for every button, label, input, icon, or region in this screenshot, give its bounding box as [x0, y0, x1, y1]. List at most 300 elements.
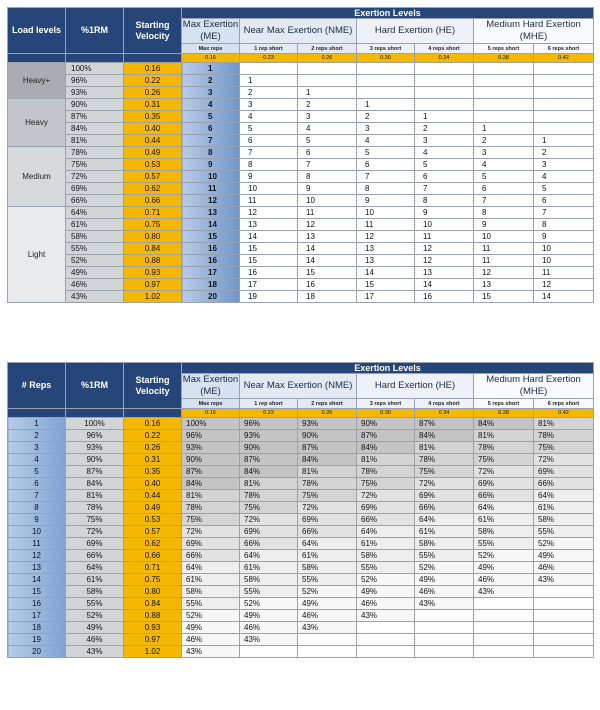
velocity-cell: 0.22	[124, 75, 182, 87]
table-row	[8, 454, 594, 466]
table-row	[8, 123, 594, 135]
reps-cell: 15	[357, 279, 415, 291]
velocity-cell: 0.44	[124, 490, 182, 502]
percent-cell	[474, 598, 534, 610]
max-reps-cell: 16	[182, 255, 240, 267]
reps-cell: 3	[534, 159, 594, 171]
velocity-cell: 0.57	[124, 171, 182, 183]
reps-header: # Reps	[8, 363, 66, 409]
percent-cell	[298, 646, 357, 658]
column-velocity: 0.26	[298, 409, 357, 418]
percent-cell: 64%	[298, 538, 357, 550]
max-reps-cell: 20	[182, 291, 240, 303]
reps-cell: 10	[240, 183, 298, 195]
reps-cell: 15	[8, 586, 66, 598]
velocity-cell: 0.53	[124, 514, 182, 526]
percent-cell: 43%	[240, 634, 298, 646]
reps-cell: 7	[240, 147, 298, 159]
reps-cell: 20	[8, 646, 66, 658]
percent-cell: 55%	[357, 562, 415, 574]
percent-cell: 93%	[240, 430, 298, 442]
reps-cell: 15	[240, 243, 298, 255]
percent-cell: 64%	[474, 502, 534, 514]
percent-cell: 87%	[182, 466, 240, 478]
reps-cell: 15	[474, 291, 534, 303]
velocity-cell: 0.66	[124, 550, 182, 562]
max-reps-cell: 4	[182, 99, 240, 111]
reps-cell: 8	[357, 183, 415, 195]
percent-cell: 84%	[415, 430, 474, 442]
column-velocity: 0.34	[415, 409, 474, 418]
percent-cell: 61%	[415, 526, 474, 538]
starting-velocity-header-2: Starting Velocity	[124, 363, 182, 409]
percent-cell: 78%	[534, 430, 594, 442]
velocity-cell: 0.75	[124, 219, 182, 231]
reps-cell: 3	[357, 123, 415, 135]
percent-cell: 52%	[415, 562, 474, 574]
table-row	[8, 219, 594, 231]
reps-cell: 9	[357, 195, 415, 207]
velocity-cell: 0.35	[124, 466, 182, 478]
reps-cell: 4	[474, 159, 534, 171]
medium-hard-exertion-header: Medium Hard Exertion (MHE)	[474, 19, 594, 44]
velocity-cell: 0.22	[124, 430, 182, 442]
max-reps-cell: 17	[182, 267, 240, 279]
reps-cell: 10	[8, 526, 66, 538]
percent-1rm-cell: 87%	[66, 111, 124, 123]
velocity-cell: 0.31	[124, 454, 182, 466]
percent-cell	[240, 646, 298, 658]
reps-cell: 14	[8, 574, 66, 586]
percent-cell: 75%	[298, 490, 357, 502]
reps-cell: 12	[8, 550, 66, 562]
reps-cell: 7	[357, 171, 415, 183]
velocity-cell: 0.49	[124, 147, 182, 159]
velocity-cell: 0.80	[124, 586, 182, 598]
percent-cell: 69%	[415, 490, 474, 502]
percent-cell: 58%	[415, 538, 474, 550]
percent-cell: 46%	[298, 610, 357, 622]
reps-cell: 9	[240, 171, 298, 183]
reps-cell: 1	[8, 418, 66, 430]
table-row	[8, 622, 594, 634]
starting-velocity-header: Starting Velocity	[124, 8, 182, 54]
percent-cell: 69%	[357, 502, 415, 514]
reps-cell: 8	[415, 195, 474, 207]
percent-1rm-cell: 55%	[66, 598, 124, 610]
percent-1rm-cell: 64%	[66, 562, 124, 574]
percent-1rm-cell: 84%	[66, 478, 124, 490]
reps-cell: 3	[415, 135, 474, 147]
max-reps-cell: 16	[182, 243, 240, 255]
percent-cell: 52%	[240, 598, 298, 610]
hard-exertion-header-2: Hard Exertion (HE)	[357, 374, 474, 399]
percent-cell: 43%	[298, 622, 357, 634]
velocity-row-spacer	[124, 54, 182, 63]
percent-1rm-cell: 46%	[66, 279, 124, 291]
reps-cell: 4	[415, 147, 474, 159]
reps-cell: 12	[415, 243, 474, 255]
reps-cell: 2	[240, 87, 298, 99]
percent-cell: 64%	[415, 514, 474, 526]
percent-cell: 52%	[298, 586, 357, 598]
exertion-levels-band-2: Exertion Levels	[182, 363, 594, 374]
table-row	[8, 111, 594, 123]
percent-cell: 84%	[240, 466, 298, 478]
percent-cell: 75%	[357, 478, 415, 490]
percent-cell: 75%	[240, 502, 298, 514]
percent-cell: 84%	[357, 442, 415, 454]
percent-cell	[415, 634, 474, 646]
reps-cell: 1	[474, 123, 534, 135]
percent-cell: 49%	[298, 598, 357, 610]
table-row	[8, 418, 594, 430]
table-row	[8, 87, 594, 99]
percent-cell: 75%	[415, 466, 474, 478]
hard-exertion-header: Hard Exertion (HE)	[357, 19, 474, 44]
percent-cell: 81%	[298, 466, 357, 478]
reps-cell	[474, 99, 534, 111]
percent-cell: 61%	[357, 538, 415, 550]
percent-cell: 78%	[240, 490, 298, 502]
percent-cell: 49%	[474, 562, 534, 574]
reps-cell: 7	[8, 490, 66, 502]
percent-cell: 66%	[182, 550, 240, 562]
velocity-cell: 0.57	[124, 526, 182, 538]
reps-cell: 16	[415, 291, 474, 303]
table-row	[8, 430, 594, 442]
percent-1rm-cell: 61%	[66, 574, 124, 586]
percent-cell: 46%	[534, 562, 594, 574]
velocity-cell: 0.80	[124, 231, 182, 243]
reps-cell: 15	[298, 267, 357, 279]
percent-cell: 64%	[182, 562, 240, 574]
percent-cell: 81%	[534, 418, 594, 430]
reps-cell: 4	[357, 135, 415, 147]
table-row	[8, 586, 594, 598]
reps-cell	[415, 63, 474, 75]
max-exertion-header: Max Exertion (ME)	[182, 19, 239, 42]
table-row	[8, 562, 594, 574]
column-velocity: 0.38	[474, 409, 534, 418]
reps-cell: 5	[534, 183, 594, 195]
percent-cell: 66%	[534, 478, 594, 490]
percent-cell: 61%	[240, 562, 298, 574]
percent-cell: 43%	[182, 646, 240, 658]
reps-cell: 5	[415, 159, 474, 171]
table-row	[8, 634, 594, 646]
velocity-cell: 0.66	[124, 195, 182, 207]
percent-1rm-cell: 58%	[66, 231, 124, 243]
percent-cell: 49%	[240, 610, 298, 622]
reps-cell: 5	[8, 466, 66, 478]
max-reps-cell: 1	[182, 63, 240, 75]
velocity-cell: 0.16	[124, 63, 182, 75]
load-levels-header: Load levels	[8, 8, 66, 54]
percent-1rm-cell: 93%	[66, 442, 124, 454]
table-row	[8, 195, 594, 207]
reps-cell: 11	[415, 231, 474, 243]
percent-cell: 49%	[415, 574, 474, 586]
percent-cell: 58%	[240, 574, 298, 586]
percent-1rm-cell: 87%	[66, 466, 124, 478]
percent-cell: 84%	[182, 478, 240, 490]
reps-cell	[534, 123, 594, 135]
table-row	[8, 514, 594, 526]
reps-cell	[474, 63, 534, 75]
percent-cell: 78%	[415, 454, 474, 466]
reps-cell: 6	[8, 478, 66, 490]
reps-cell	[534, 99, 594, 111]
reps-cell: 12	[240, 207, 298, 219]
reps-cell: 9	[298, 183, 357, 195]
reps-cell	[357, 63, 415, 75]
column-velocity: 0.38	[474, 54, 534, 63]
reps-cell: 11	[298, 207, 357, 219]
velocity-cell: 0.84	[124, 598, 182, 610]
percent-cell: 55%	[474, 538, 534, 550]
reps-cell: 2	[8, 430, 66, 442]
percent-1rm-cell: 100%	[66, 418, 124, 430]
reps-cell	[534, 75, 594, 87]
load-level-label: Heavy+	[8, 63, 66, 99]
percent-1rm-cell: 43%	[66, 646, 124, 658]
percent-cell: 72%	[298, 502, 357, 514]
load-level-label: Heavy	[8, 99, 66, 147]
percent-cell: 75%	[474, 454, 534, 466]
velocity-cell: 0.84	[124, 243, 182, 255]
percent-1rm-cell: 93%	[66, 87, 124, 99]
table-row	[8, 267, 594, 279]
reps-cell: 14	[534, 291, 594, 303]
reps-cell: 2	[474, 135, 534, 147]
table-row	[8, 255, 594, 267]
column-velocity: 0.30	[357, 409, 415, 418]
max-reps-cell: 9	[182, 159, 240, 171]
velocity-row-spacer	[66, 409, 124, 418]
percent-cell: 72%	[182, 526, 240, 538]
percent-1rm-cell: 78%	[66, 502, 124, 514]
subheader-7: 6 reps short	[534, 44, 594, 54]
reps-cell: 10	[357, 207, 415, 219]
reps-cell: 13	[357, 255, 415, 267]
table-row	[8, 610, 594, 622]
column-velocity: 0.16	[182, 409, 240, 418]
table-row	[8, 646, 594, 658]
reps-cell: 13	[415, 267, 474, 279]
percent-cell	[415, 610, 474, 622]
percent-1rm-cell: 81%	[66, 490, 124, 502]
percent-cell: 61%	[182, 574, 240, 586]
reps-cell: 4	[298, 123, 357, 135]
subheader-5: 4 reps short	[415, 399, 474, 409]
percent-cell: 69%	[298, 514, 357, 526]
max-reps-cell: 6	[182, 123, 240, 135]
reps-cell: 11	[357, 219, 415, 231]
velocity-cell: 0.88	[124, 255, 182, 267]
reps-cell: 14	[240, 231, 298, 243]
percent-cell	[357, 646, 415, 658]
reps-cell: 13	[357, 243, 415, 255]
velocity-cell: 0.40	[124, 123, 182, 135]
table-row	[8, 478, 594, 490]
percent-cell: 78%	[357, 466, 415, 478]
near-max-exertion-header: Near Max Exertion (NME)	[240, 19, 357, 44]
percent-1rm-cell: 58%	[66, 586, 124, 598]
velocity-cell: 0.49	[124, 502, 182, 514]
percent-cell: 78%	[474, 442, 534, 454]
percent-cell: 61%	[534, 502, 594, 514]
percent-cell: 46%	[415, 586, 474, 598]
reps-cell: 16	[8, 598, 66, 610]
percent-cell: 58%	[534, 514, 594, 526]
percent-cell: 55%	[182, 598, 240, 610]
max-reps-cell: 13	[182, 207, 240, 219]
reps-cell: 2	[357, 111, 415, 123]
velocity-cell: 0.31	[124, 99, 182, 111]
velocity-cell: 0.44	[124, 135, 182, 147]
percent-cell: 69%	[474, 478, 534, 490]
column-velocity: 0.23	[240, 54, 298, 63]
percent-1rm-cell: 84%	[66, 123, 124, 135]
percent-cell: 58%	[474, 526, 534, 538]
reps-cell: 5	[357, 147, 415, 159]
subheader-2: 1 rep short	[240, 44, 298, 54]
percent-cell: 49%	[357, 586, 415, 598]
table-row	[8, 159, 594, 171]
reps-cell: 17	[240, 279, 298, 291]
table-row	[8, 279, 594, 291]
reps-cell: 8	[534, 219, 594, 231]
reps-cell: 6	[474, 183, 534, 195]
reps-cell: 8	[240, 159, 298, 171]
percent-cell	[534, 598, 594, 610]
percent-cell: 90%	[357, 418, 415, 430]
percent-1rm-cell: 72%	[66, 526, 124, 538]
percent-cell: 66%	[415, 502, 474, 514]
percent-1rm-cell: 78%	[66, 147, 124, 159]
reps-cell	[357, 75, 415, 87]
percent-cell: 87%	[240, 454, 298, 466]
percent-cell: 81%	[182, 490, 240, 502]
percent-cell: 72%	[357, 490, 415, 502]
reps-cell	[534, 87, 594, 99]
percent-cell: 46%	[357, 598, 415, 610]
percent-cell: 43%	[415, 598, 474, 610]
max-exertion-header-2: Max Exertion (ME)	[182, 374, 239, 397]
percent-1rm-cell: 52%	[66, 610, 124, 622]
reps-cell: 9	[8, 514, 66, 526]
percent-cell: 93%	[182, 442, 240, 454]
percent-cell: 66%	[474, 490, 534, 502]
velocity-cell: 0.62	[124, 183, 182, 195]
percent-cell: 64%	[240, 550, 298, 562]
percent-cell: 87%	[415, 418, 474, 430]
reps-cell: 9	[474, 219, 534, 231]
max-reps-cell: 2	[182, 75, 240, 87]
reps-cell: 11	[474, 243, 534, 255]
percent-1rm-cell: 52%	[66, 255, 124, 267]
reps-cell: 11	[474, 255, 534, 267]
reps-cell	[474, 75, 534, 87]
percent-cell: 81%	[240, 478, 298, 490]
reps-cell: 16	[298, 279, 357, 291]
reps-cell: 10	[534, 255, 594, 267]
subheader-6: 5 reps short	[474, 44, 534, 54]
reps-cell	[415, 87, 474, 99]
reps-cell	[240, 63, 298, 75]
max-reps-cell: 5	[182, 111, 240, 123]
velocity-cell: 0.26	[124, 442, 182, 454]
percent-cell: 87%	[357, 430, 415, 442]
medium-hard-exertion-header-2: Medium Hard Exertion (MHE)	[474, 374, 594, 399]
column-velocity: 0.26	[298, 54, 357, 63]
percent-1rm-cell: 96%	[66, 75, 124, 87]
percent-1rm-cell: 75%	[66, 514, 124, 526]
reps-cell: 17	[8, 610, 66, 622]
percent-cell: 75%	[182, 514, 240, 526]
reps-cell: 18	[298, 291, 357, 303]
table-row	[8, 63, 594, 75]
reps-cell: 10	[534, 243, 594, 255]
percent-cell: 72%	[534, 454, 594, 466]
percent-cell: 96%	[182, 430, 240, 442]
percent-cell: 52%	[474, 550, 534, 562]
reps-cell: 3	[8, 442, 66, 454]
reps-cell: 2	[415, 123, 474, 135]
subheader-6: 5 reps short	[474, 399, 534, 409]
percent-cell: 78%	[298, 478, 357, 490]
reps-cell: 1	[298, 87, 357, 99]
reps-cell: 7	[534, 207, 594, 219]
table-row	[8, 75, 594, 87]
velocity-row-spacer	[124, 409, 182, 418]
percent-cell	[474, 646, 534, 658]
percent-1rm-cell: 66%	[66, 195, 124, 207]
percent-cell: 72%	[240, 514, 298, 526]
reps-cell	[474, 87, 534, 99]
reps-cell: 15	[240, 255, 298, 267]
reps-cell: 12	[298, 219, 357, 231]
max-reps-cell: 8	[182, 147, 240, 159]
reps-cell: 10	[474, 231, 534, 243]
table-row	[8, 574, 594, 586]
percent-cell	[534, 634, 594, 646]
velocity-cell: 0.53	[124, 159, 182, 171]
percent-cell: 52%	[182, 610, 240, 622]
reps-cell: 5	[298, 135, 357, 147]
table-row	[8, 99, 594, 111]
velocity-cell: 0.35	[124, 111, 182, 123]
table-row	[8, 442, 594, 454]
reps-cell: 18	[8, 622, 66, 634]
reps-cell	[298, 63, 357, 75]
percent-1rm-cell: 49%	[66, 622, 124, 634]
percent-1rm-cell: 96%	[66, 430, 124, 442]
reps-cell: 8	[474, 207, 534, 219]
percent-cell: 55%	[415, 550, 474, 562]
percent-cell: 49%	[182, 622, 240, 634]
percent-cell	[534, 646, 594, 658]
reps-cell: 7	[415, 183, 474, 195]
velocity-row-spacer	[8, 409, 66, 418]
velocity-cell: 1.02	[124, 291, 182, 303]
percent-cell: 52%	[357, 574, 415, 586]
velocity-cell: 0.93	[124, 267, 182, 279]
table-row	[8, 490, 594, 502]
percent-cell: 69%	[182, 538, 240, 550]
reps-cell: 8	[298, 171, 357, 183]
